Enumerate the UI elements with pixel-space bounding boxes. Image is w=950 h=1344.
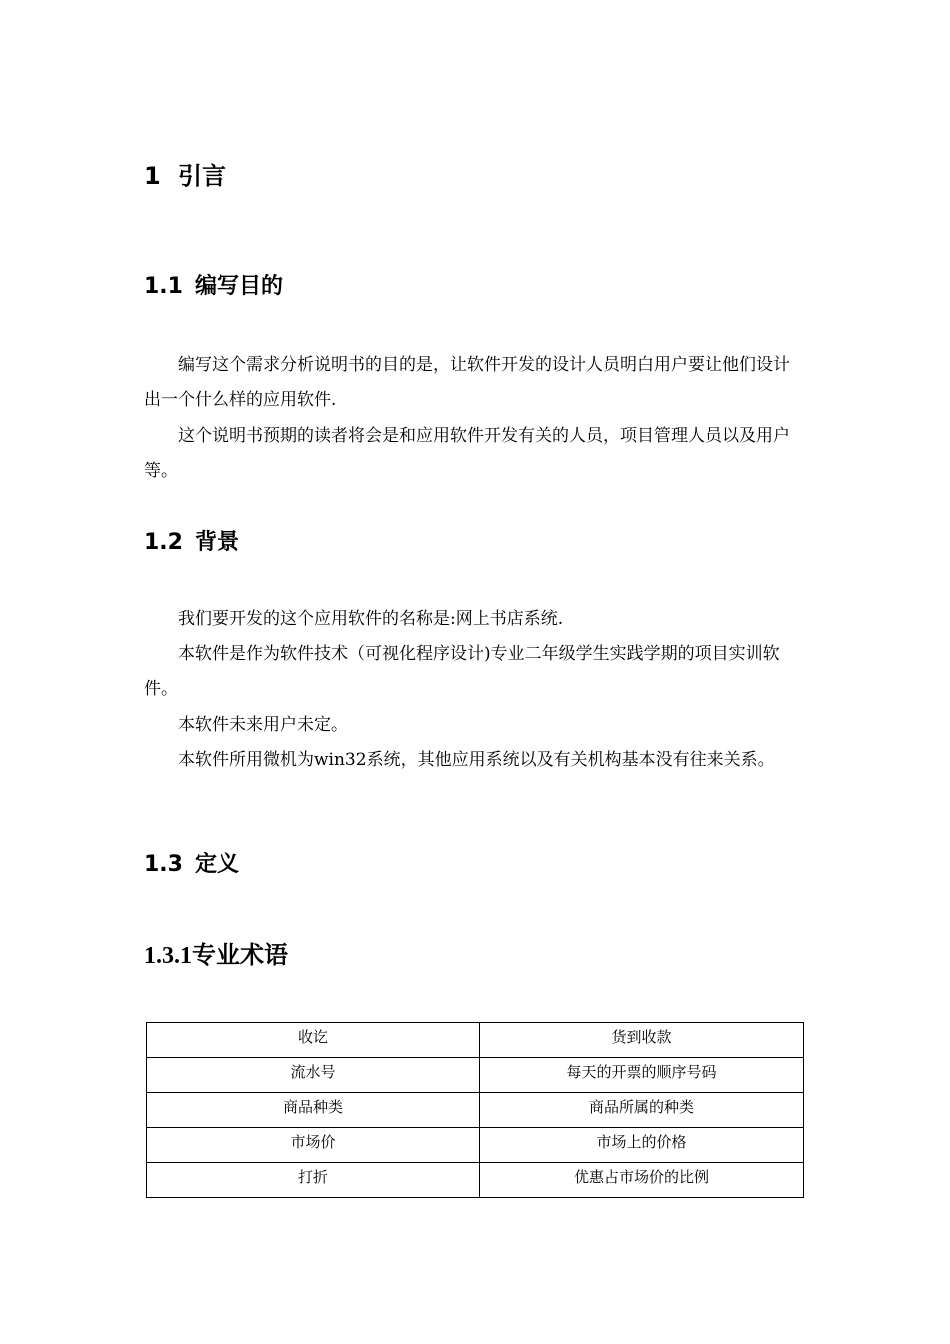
term-cell: 打折 xyxy=(147,1163,480,1198)
definition-cell: 每天的开票的顺序号码 xyxy=(480,1058,804,1093)
paragraph: 本软件所用微机为win32系统，其他应用系统以及有关机构基本没有往来关系。 xyxy=(178,750,775,770)
section-title: 引言 xyxy=(178,162,226,190)
section-number: 1.3 xyxy=(144,852,183,877)
table-row xyxy=(147,1093,804,1128)
paragraph: 本软件是作为软件技术（可视化程序设计)专业二年级学生实践学期的项目实训软件。 xyxy=(144,644,780,699)
term-cell: 市场价 xyxy=(147,1128,480,1163)
term-cell: 收讫 xyxy=(147,1023,480,1058)
section-title: 专业术语 xyxy=(192,943,288,969)
section-number: 1.2 xyxy=(144,530,183,555)
section-number: 1.3.1 xyxy=(144,943,192,969)
table-row xyxy=(147,1163,804,1198)
section-1-3-1-heading xyxy=(144,940,288,972)
section-number: 1.1 xyxy=(144,274,183,299)
definition-cell: 商品所属的种类 xyxy=(480,1093,804,1128)
table-row xyxy=(147,1023,804,1058)
definition-cell: 优惠占市场价的比例 xyxy=(480,1163,804,1198)
terms-table xyxy=(146,1022,804,1198)
table-row xyxy=(147,1058,804,1093)
section-1-1-heading xyxy=(144,272,283,302)
section-number: 1 xyxy=(144,162,161,190)
section-title: 编写目的 xyxy=(194,274,283,299)
section-1-2-heading xyxy=(144,528,239,558)
paragraph: 编写这个需求分析说明书的目的是，让软件开发的设计人员明白用户要让他们设计出一个什么样的应用软件. xyxy=(144,355,790,410)
section-1-3-heading xyxy=(144,850,239,880)
table-row xyxy=(147,1128,804,1163)
paragraph: 这个说明书预期的读者将会是和应用软件开发有关的人员，项目管理人员以及用户等。 xyxy=(144,426,790,481)
term-cell: 流水号 xyxy=(147,1058,480,1093)
definition-cell: 货到收款 xyxy=(480,1023,804,1058)
term-cell: 商品种类 xyxy=(147,1093,480,1128)
section-title: 定义 xyxy=(194,852,239,877)
section-1-heading xyxy=(144,160,226,192)
paragraph: 我们要开发的这个应用软件的名称是:网上书店系统. xyxy=(178,609,564,629)
definition-cell: 市场上的价格 xyxy=(480,1128,804,1163)
section-title: 背景 xyxy=(194,530,239,555)
paragraph: 本软件未来用户未定。 xyxy=(178,715,348,735)
